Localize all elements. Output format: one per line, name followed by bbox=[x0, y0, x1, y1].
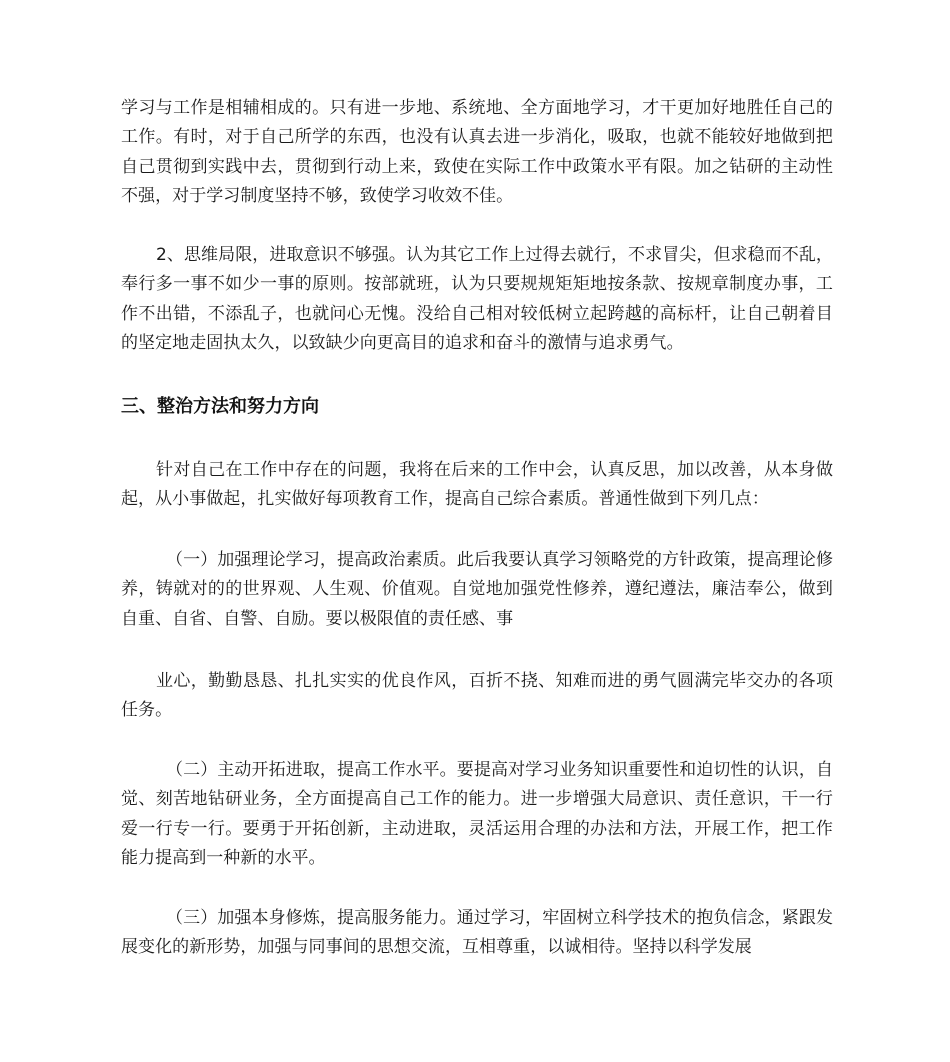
paragraph-thinking-limits: 2、思维局限，进取意识不够强。认为其它工作上过得去就行，不求冒尖，但求稳而不乱，奉行多一事不如少一事的原则。按部就班，认为只要规规矩矩地按条款、按规章制度办事，工作不出错，不添乱子，也就问心无愧。没给自己相对较低树立起跨越的高标杆，让自己朝着目的坚定地走固执太久，以致缺少向更高目的追求和奋斗的激情与追求勇气。 bbox=[121, 245, 833, 353]
paragraph-improvement-intro: 针对自己在工作中存在的问题，我将在后来的工作中会，认真反思，加以改善，从本身做起，从小事做起，扎实做好每项教育工作，提高自己综合素质。普通性做到下列几点： bbox=[121, 460, 833, 510]
paragraph-item-two: （二）主动开拓进取，提高工作水平。要提高对学习业务知识重要性和迫切性的认识，自觉、刻苦地钻研业务，全方面提高自己工作的能力。进一步增强大局意识、责任意识，干一行爱一行专一行。要勇于开拓创新，主动进取，灵活运用合理的办法和方法，开展工作，把工作能力提高到一种新的水平。 bbox=[121, 760, 833, 868]
paragraph-item-three: （三）加强本身修炼，提高服务能力。通过学习，牢固树立科学技术的抱负信念，紧跟发展变化的新形势，加强与同事间的思想交流，互相尊重，以诚相待。坚持以科学发展 bbox=[121, 908, 833, 958]
paragraph-item-one: （一）加强理论学习，提高政治素质。此后我要认真学习领略党的方针政策，提高理论修养，铸就对的的世界观、人生观、价值观。自觉地加强党性修养，遵纪遵法，廉洁奉公，做到自重、自省、自警、自励。要以极限值的责任感、事 bbox=[121, 550, 833, 629]
paragraph-study-work: 学习与工作是相辅相成的。只有进一步地、系统地、全方面地学习，才干更加好地胜任自己的工作。有时，对于自己所学的东西，也没有认真去进一步消化，吸取，也就不能较好地做到把自己贯彻到实践中去，贯彻到行动上来，致使在实际工作中政策水平有限。加之钻研的主动性不强，对于学习制度坚持不够，致使学习收效不佳。 bbox=[121, 98, 833, 206]
section-heading: 三、整治方法和努力方向 bbox=[121, 396, 319, 417]
paragraph-item-one-continued: 业心，勤勤恳恳、扎扎实实的优良作风，百折不挠、知难而进的勇气圆满完毕交办的各项任务。 bbox=[121, 671, 833, 721]
